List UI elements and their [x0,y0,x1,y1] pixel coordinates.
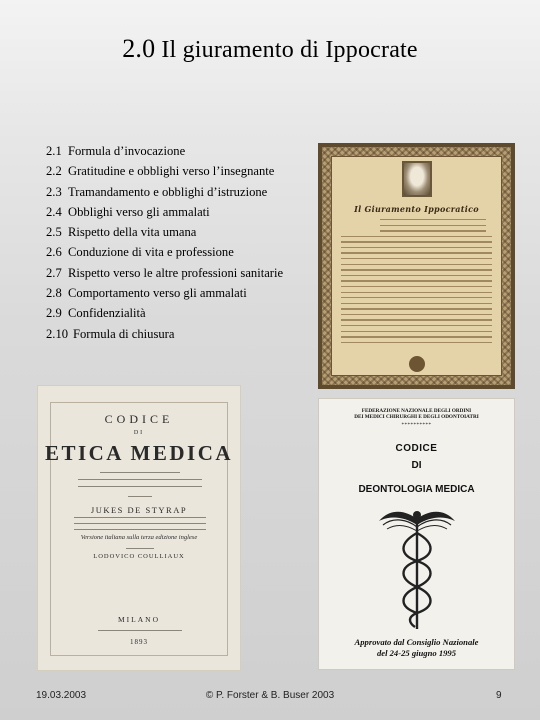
toc-item [46,141,316,161]
toc-number: 2.3 [46,184,62,199]
toc-number: 2.8 [46,286,62,301]
slide-title [0,34,540,64]
toc-label: Formula d’invocazione [68,144,186,158]
toc-label: Conduzione di vita e professione [68,245,234,260]
text-line [98,630,182,631]
deont-codice: CODICE [395,443,438,454]
caduceus-icon [377,503,457,631]
oath-text-lines [341,219,492,351]
federation-line-1: FEDERAZIONE NAZIONALE DEGLI ORDINI [361,408,472,414]
oath-parchment-image [318,143,515,389]
toc-item [46,161,316,181]
toc-item [46,303,316,323]
toc-label: Comportamento verso gli ammalati [68,286,247,301]
text-line [74,517,206,518]
footer-page-number: 9 [496,690,502,701]
toc-number: 2.5 [46,225,62,240]
toc-item [46,283,316,303]
book-di: DI [133,430,145,436]
text-line [128,496,152,497]
toc-label: Formula di chiusura [73,326,175,341]
footer-date: 19.03.2003 [36,690,87,701]
toc-number: 2.7 [46,265,62,280]
toc-list [46,141,316,344]
approval-line-1: Approvato dal Consiglio Nazionale [354,637,479,647]
toc-item [46,182,316,202]
text-line [78,486,202,487]
toc-number: 2.2 [46,164,62,179]
deont-title: DEONTOLOGIA MEDICA [358,484,475,495]
book-translator: LODOVICO COULLIAUX [93,553,185,560]
text-line [74,529,206,530]
book-title: ETICA MEDICA [44,441,234,465]
oath-heading: Il Giuramento Ippocratico [354,204,479,214]
toc-label: Confidenzialità [68,306,146,321]
hippocrates-portrait-icon [402,161,432,197]
federation-line-2: DEI MEDICI CHIRURGHI E DEGLI ODONTOIATRI [354,414,479,421]
text-line [78,479,202,480]
toc-item [46,222,316,242]
toc-item [46,242,316,262]
slide-title-text: Il giuramento di Ippocrate [161,37,418,63]
slide-title-number: 2.0 [122,34,156,63]
toc-item [46,263,316,283]
text-line [74,523,206,524]
text-line [126,548,154,549]
toc-item [46,202,316,222]
parchment-page [331,156,502,376]
book-codice: CODICE [104,412,174,426]
toc-label: Tramandamento e obblighi d’istruzione [68,184,268,199]
toc-number: 2.1 [46,144,62,158]
text-line [100,472,180,473]
toc-item [46,324,316,344]
toc-number: 2.6 [46,245,62,260]
book-city: MILANO [118,615,160,624]
deont-di: DI [411,460,422,471]
footer-copyright: © P. Forster & B. Buser 2003 [205,690,335,701]
seal-emblem-icon [409,356,425,372]
book-translation: Versione italiana sulla terza edizione inglese [80,534,198,541]
ornamental-border [322,147,511,385]
approval-text [319,637,514,658]
toc-label: Rispetto verso le altre professioni sanitarie [68,265,284,280]
toc-label: Obblighi verso gli ammalati [68,204,210,219]
deontologia-book-image [318,398,515,670]
approval-line-2: del 24-25 giugno 1995 [376,647,457,658]
book-author: JUKES DE STYRAP [90,505,188,515]
toc-number: 2.9 [46,306,62,321]
toc-number: 2.4 [46,204,62,219]
asterisk-divider: ********** [401,423,432,428]
book-year: 1893 [130,638,148,646]
etica-medica-book-image [37,385,241,671]
federation-heading [319,408,514,420]
toc-label: Gratitudine e obblighi verso l’insegnante [68,164,275,179]
toc-number: 2.10 [46,326,69,341]
toc-label: Rispetto della vita umana [68,225,197,240]
